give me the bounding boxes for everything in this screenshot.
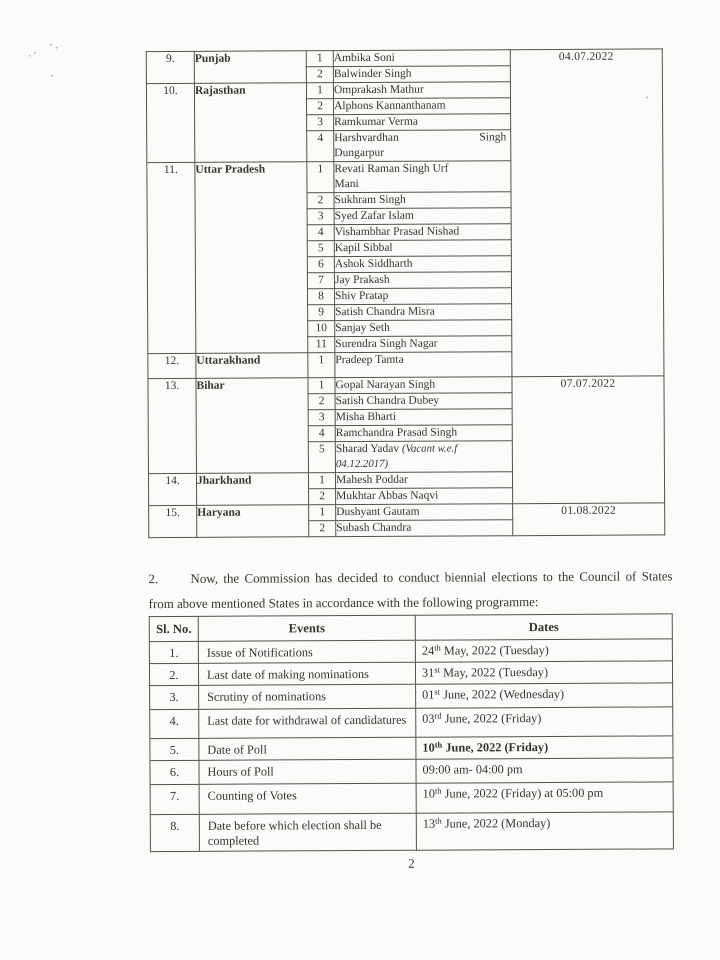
member-name-cell: [335, 441, 512, 473]
date-text: 13: [422, 816, 436, 831]
paragraph-text: Now, the Commission has decided to conduct biennial elections to the Council of States from above mentioned States in accordance with the following programme:: [148, 569, 673, 612]
member-number-cell: 2: [307, 99, 334, 115]
ordinal-suffix: st: [434, 664, 440, 675]
member-name-cell: [335, 320, 512, 337]
state-name-cell: Uttarakhand: [196, 353, 308, 379]
state-serial-cell: 12.: [148, 353, 196, 378]
member-number-cell: 9: [308, 305, 335, 321]
programme-row: [149, 639, 672, 664]
programme-row: [150, 736, 673, 761]
date-text: 03: [422, 711, 435, 726]
member-number-cell: 2: [309, 489, 336, 505]
member-name: Syed Zafar Islam: [334, 209, 414, 223]
programme-event-cell: Date before which election shall be completed: [199, 813, 416, 851]
member-number-cell: 1: [309, 505, 336, 521]
member-name: Jay Prakash: [334, 273, 390, 287]
poll-date-cell: 04.07.2022: [510, 49, 664, 377]
member-number-cell: 1: [308, 378, 335, 394]
programme-sl-cell: 1.: [149, 641, 198, 663]
poll-date-cell: 01.08.2022: [513, 503, 665, 536]
programme-sl-cell: 8.: [150, 814, 199, 851]
ordinal-suffix: th: [434, 785, 442, 796]
member-number-cell: 4: [308, 426, 335, 442]
state-serial-cell: 14.: [148, 473, 196, 505]
member-name-cell: [333, 50, 510, 67]
ordinal-suffix: th: [434, 642, 441, 653]
member-name-cell: [334, 224, 511, 241]
programme-date-cell: [416, 812, 673, 850]
member-row: [148, 376, 664, 395]
member-name-line: Dungarpur: [334, 146, 385, 160]
programme-date-cell: [416, 736, 673, 759]
date-text: May, 2022 (Tuesday): [440, 643, 549, 658]
member-row: [149, 503, 665, 522]
member-name: Surendra Singh Nagar: [335, 337, 438, 351]
member-name: Kapil Sibbal: [334, 241, 393, 255]
programme-date-cell: [415, 661, 672, 684]
member-name-cell: [336, 504, 513, 521]
member-name: Sanjay Seth: [335, 321, 390, 335]
member-number-cell: 7: [307, 273, 334, 289]
member-name: Ramchandra Prasad Singh: [335, 426, 458, 440]
member-name: Ambika Soni: [333, 51, 395, 65]
programme-row: [150, 683, 673, 710]
member-name-cell: [335, 352, 512, 378]
date-text: 31: [421, 665, 435, 680]
state-name-cell: Bihar: [196, 378, 308, 474]
member-number-cell: 2: [309, 521, 336, 537]
programme-date-cell: [415, 639, 672, 662]
programme-row: [150, 812, 673, 852]
programme-header-row: [149, 614, 672, 642]
programme-sl-cell: 3.: [150, 685, 199, 709]
member-name: Omprakash Mathur: [333, 83, 424, 97]
poll-date-cell: 07.07.2022: [512, 376, 665, 504]
state-serial-cell: 15.: [149, 505, 197, 537]
member-name: Mahesh Poddar: [335, 473, 408, 487]
state-serial-cell: 13.: [148, 378, 196, 473]
programme-sl-cell: 6.: [150, 760, 199, 784]
member-name-cell: [334, 272, 511, 289]
member-row: [146, 49, 662, 68]
member-name-cell: [335, 393, 512, 410]
member-name-cell: [335, 472, 512, 489]
programme-table-body: [149, 639, 673, 852]
member-name-cell: [335, 409, 512, 426]
states-members-table: [146, 48, 666, 538]
programme-event-cell: Issue of Notifications: [198, 640, 415, 663]
header-events: Events: [198, 615, 415, 641]
member-name-cell: [335, 288, 512, 305]
member-number-cell: 2: [307, 193, 334, 209]
programme-event-cell: Counting of Votes: [199, 783, 416, 814]
member-name-cell: [335, 377, 512, 394]
member-name-cell: [334, 208, 511, 225]
member-name: Ashok Siddharth: [334, 257, 413, 271]
member-name-cell: [334, 240, 511, 257]
states-table-body: [146, 49, 665, 538]
state-serial-cell: 10.: [146, 83, 194, 162]
date-text: June, 2022 (Monday): [441, 816, 551, 831]
member-number-cell: 5: [307, 241, 334, 257]
member-number-cell: 4: [307, 131, 334, 162]
state-serial-cell: 9.: [146, 51, 194, 83]
state-name-cell: Haryana: [197, 505, 309, 538]
page-number: 2: [408, 855, 415, 871]
member-name: Shiv Pratap: [335, 289, 389, 303]
state-name-cell: Punjab: [194, 51, 306, 84]
member-name-line: Harshvardhan Singh: [334, 131, 507, 145]
member-number-cell: 6: [307, 257, 334, 273]
state-serial-cell: 11.: [147, 162, 196, 353]
date-text: June, 2022 (Friday): [441, 711, 542, 726]
member-number-cell: 5: [308, 442, 335, 473]
ordinal-suffix: th: [435, 815, 442, 826]
member-name-cell: [335, 336, 512, 353]
member-name: Sukhram Singh: [334, 193, 406, 207]
state-name-cell: Jharkhand: [196, 473, 308, 506]
member-number-cell: 11: [308, 337, 335, 353]
vacancy-note: (Vacant w.e.f 04.12.2017): [335, 442, 458, 471]
member-name-cell: [336, 488, 513, 505]
member-name: Subash Chandra: [336, 521, 412, 535]
ordinal-suffix: rd: [434, 710, 442, 721]
programme-row: [150, 707, 673, 739]
paragraph-number: 2.: [148, 572, 159, 587]
programme-sl-cell: 7.: [150, 784, 199, 814]
member-number-cell: 1: [308, 353, 335, 378]
header-sl-no: Sl. No.: [149, 616, 198, 641]
election-programme-table: [149, 613, 674, 852]
member-name: Vishambhar Prasad Nishad: [334, 225, 460, 239]
date-text: June, 2022 (Wednesday): [440, 686, 565, 702]
member-number-cell: 1: [306, 83, 333, 99]
programme-paragraph: [148, 564, 672, 617]
programme-date-cell: [416, 707, 673, 737]
programme-date-cell: [416, 782, 673, 813]
programme-sl-cell: 2.: [149, 663, 198, 685]
member-name: Pradeep Tamta: [335, 353, 404, 367]
member-number-cell: 3: [307, 115, 334, 131]
programme-row: [150, 782, 673, 815]
member-name-cell: [335, 425, 512, 442]
member-name-cell: [336, 520, 513, 537]
member-name-cell: [334, 130, 511, 162]
member-name: Balwinder Singh: [333, 67, 412, 81]
member-name: Gopal Narayan Singh: [335, 378, 436, 392]
member-name-cell: [334, 192, 511, 209]
member-number-cell: 3: [307, 209, 334, 225]
member-name-line: Revati Raman Singh Urf: [334, 162, 449, 176]
date-text: 10: [422, 786, 435, 801]
programme-event-cell: Scrutiny of nominations: [199, 684, 416, 709]
member-number-cell: 10: [308, 321, 335, 337]
member-number-cell: 2: [306, 67, 333, 83]
date-text: June, 2022 (Friday): [442, 740, 549, 755]
ordinal-suffix: th: [434, 739, 443, 750]
date-text: 01: [422, 687, 435, 702]
member-name-cell: [334, 98, 511, 115]
member-number-cell: 1: [306, 51, 333, 67]
programme-sl-cell: 4.: [150, 709, 199, 738]
member-number-cell: 1: [307, 162, 334, 193]
date-text: 09:00 am- 04:00 pm: [422, 762, 523, 777]
date-text: 24: [421, 643, 435, 658]
programme-event-cell: Date of Poll: [199, 737, 416, 760]
state-name-cell: Rajasthan: [194, 83, 306, 163]
member-number-cell: 2: [308, 394, 335, 410]
member-name-cell: [334, 114, 511, 131]
member-name: Sharad Yadav: [335, 442, 400, 456]
programme-event-cell: Last date of making nominations: [198, 662, 415, 685]
member-name-cell: [333, 66, 510, 83]
member-name: Ramkumar Verma: [334, 115, 418, 129]
programme-row: [150, 758, 673, 785]
date-text: June, 2022 (Friday) at 05:00 pm: [441, 785, 604, 801]
programme-sl-cell: 5.: [150, 738, 199, 760]
header-dates: Dates: [415, 614, 672, 640]
member-name-cell: [334, 161, 511, 193]
member-name: Satish Chandra Misra: [335, 305, 435, 319]
member-name-line: Mani: [334, 178, 359, 191]
member-number-cell: 4: [307, 225, 334, 241]
member-name: Mukhtar Abbas Naqvi: [336, 489, 439, 503]
member-name-cell: [334, 256, 511, 273]
date-text: May, 2022 (Tuesday): [439, 665, 549, 680]
ordinal-suffix: st: [434, 686, 441, 697]
member-name: Satish Chandra Dubey: [335, 394, 440, 408]
programme-date-cell: [416, 758, 673, 783]
member-name-cell: [335, 304, 512, 321]
member-name: Alphons Kannanthanam: [334, 99, 446, 113]
programme-row: [149, 661, 672, 686]
state-name-cell: Uttar Pradesh: [195, 162, 308, 354]
member-name: Misha Bharti: [335, 410, 397, 424]
member-name: Dushyant Gautam: [336, 505, 420, 519]
member-number-cell: 3: [308, 410, 335, 426]
member-number-cell: 1: [308, 473, 335, 489]
member-number-cell: 8: [308, 289, 335, 305]
member-name-cell: [333, 82, 510, 99]
date-text: 10: [422, 740, 435, 755]
programme-event-cell: Hours of Poll: [199, 759, 416, 784]
programme-event-cell: Last date for withdrawal of candidatures: [199, 708, 416, 738]
programme-date-cell: [416, 683, 673, 708]
